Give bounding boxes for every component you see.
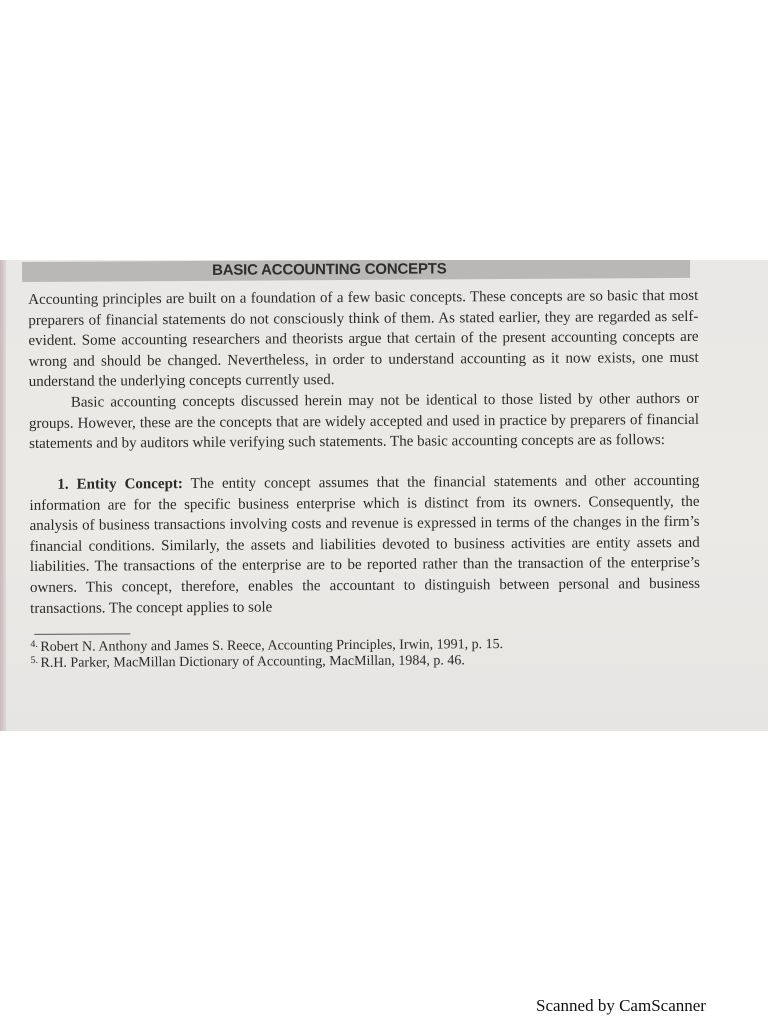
camscanner-watermark: Scanned by CamScanner bbox=[536, 996, 706, 1015]
entity-concept-term: 1. Entity Concept: bbox=[57, 476, 183, 493]
footnote-text: R.H. Parker, MacMillan Dictionary of Accounting, MacMillan, 1984, p. 46. bbox=[40, 653, 465, 671]
book-page bbox=[22, 260, 701, 731]
scanned-page-photo bbox=[0, 260, 768, 731]
footnote-item bbox=[30, 653, 590, 672]
footnote-number: 5. bbox=[30, 654, 38, 666]
entity-concept-paragraph bbox=[29, 471, 700, 619]
footnotes bbox=[30, 637, 590, 672]
page-edge-shadow bbox=[0, 260, 6, 731]
footnote-rule bbox=[34, 633, 130, 635]
footnote-text: Robert N. Anthony and James S. Reece, Accounting Principles, Irwin, 1991, p. 15. bbox=[40, 637, 504, 655]
entity-concept-text: The entity concept assumes that the financial statements and other accounting information are for the specific business enterprise which is distinct from its owners. Consequently, the analysis of business transactions involving costs and revenue is expressed in terms of the changes in the firm’s financial conditions. Similarly, the assets and liabilities devoted to business activities are entity assets and liabilities. The transactions of the enterprise are to be reported rather than the transaction of the enterprise’s owners. This concept, therefore, enables the accountant to distinguish between personal and business transactions. The concept applies to sole bbox=[29, 472, 701, 617]
concepts-paragraph: Basic accounting concepts discussed herein may not be identical to those listed by other authors or groups. However, these are the concepts that are widely accepted and used in practice by preparers of financial statements and by auditors while verifying such statements. The basic accounting concepts are as follows: bbox=[28, 390, 700, 453]
intro-paragraph: Accounting principles are built on a foundation of a few basic concepts. These concepts are so basic that most preparers of financial statements do not consciously think of them. As stated earlier, they are regarded as self-evident. Some accounting researchers and theorists argue that certain of the present accounting concepts are wrong and should be changed. Nevertheless, in order to understand accounting as it now exists, one must understand the underlying concepts currently used. bbox=[28, 287, 699, 391]
footnote-number: 4. bbox=[30, 638, 38, 650]
section-heading: BASIC ACCOUNTING CONCEPTS bbox=[212, 260, 447, 279]
